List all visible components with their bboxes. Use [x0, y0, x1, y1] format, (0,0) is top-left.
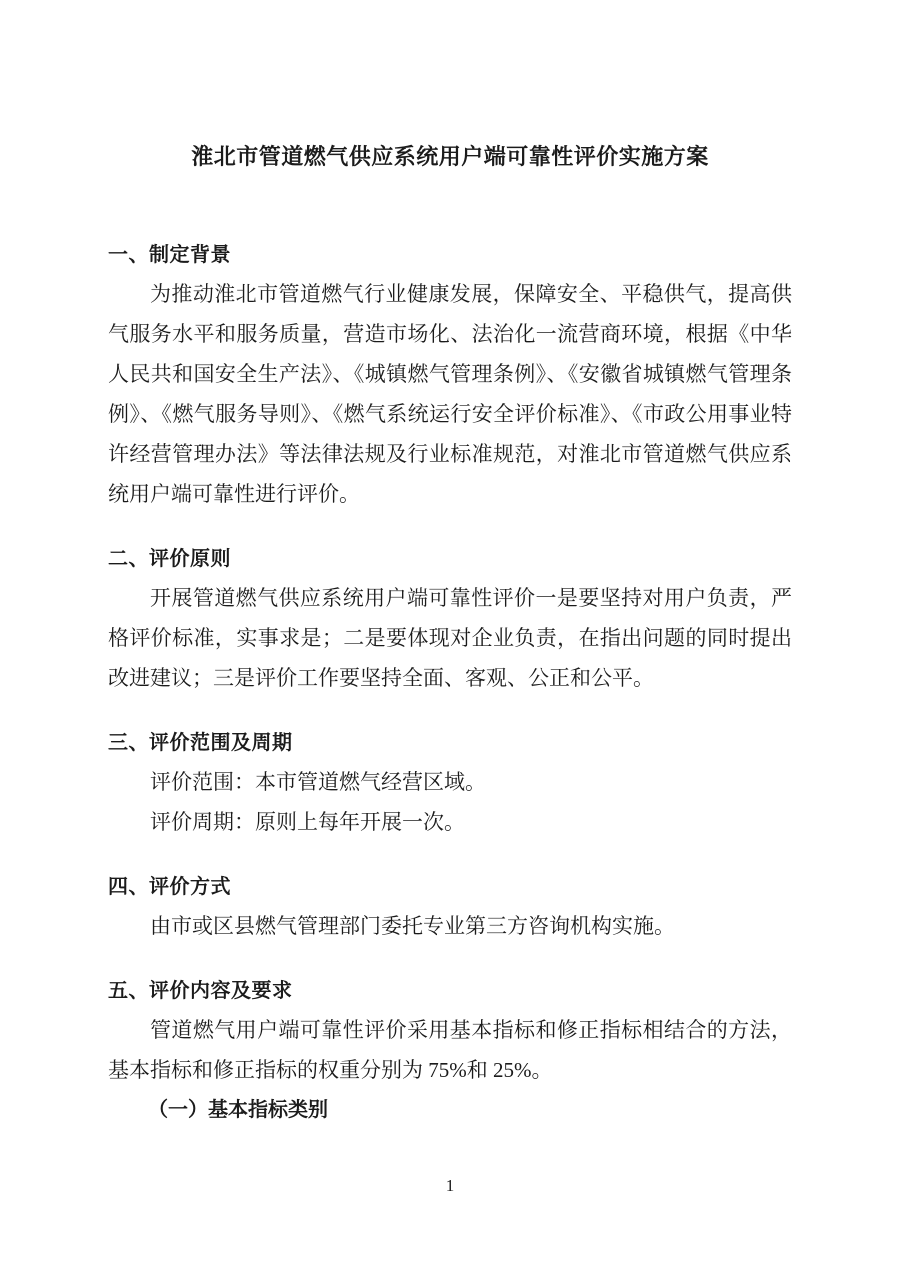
section-method-paragraph: 由市或区县燃气管理部门委托专业第三方咨询机构实施。	[150, 914, 675, 938]
section-background-paragraph: 为推动淮北市管道燃气行业健康发展，保障安全、平稳供气，提高供气服务水平和服务质量，营造市场化、法治化一流营商环境，根据《中华人民共和国安全生产法》、《城镇燃气管理条例》、《安徽省城镇燃气管理条例》、《燃气服务导则》、《燃气系统运行安全评价标准》、《市政公用事业特许经营管理办法》等法律法规及行业标准规范，对淮北市管道燃气供应系统用户端可靠性进行评价。	[108, 282, 792, 506]
section-content-requirements-heading: 五、评价内容及要求	[108, 980, 293, 1002]
section-scope-period	[108, 729, 792, 842]
section-method-heading: 四、评价方式	[108, 876, 231, 898]
section-method	[108, 873, 792, 946]
section-scope-period-heading: 三、评价范围及周期	[108, 732, 293, 754]
scope-line: 评价范围：本市管道燃气经营区域。	[150, 770, 486, 794]
section-principles-heading: 二、评价原则	[108, 548, 231, 570]
section-background	[108, 241, 792, 514]
section-content-requirements-paragraph: 管道燃气用户端可靠性评价采用基本指标和修正指标相结合的方法，基本指标和修正指标的权重分别为 75%和 25%。	[108, 1018, 792, 1082]
section-background-heading: 一、制定背景	[108, 244, 231, 266]
section-principles	[108, 545, 792, 698]
subsection-basic-indicator-categories-heading: （一）基本指标类别	[148, 1099, 328, 1121]
period-line: 评价周期：原则上每年开展一次。	[150, 810, 465, 834]
section-principles-paragraph: 开展管道燃气供应系统用户端可靠性评价一是要坚持对用户负责，严格评价标准，实事求是；二是要体现对企业负责，在指出问题的同时提出改进建议；三是评价工作要坚持全面、客观、公正和公平。	[108, 586, 792, 690]
section-content-requirements	[108, 977, 792, 1130]
document-title: 淮北市管道燃气供应系统用户端可靠性评价实施方案	[191, 144, 709, 169]
page-number: 1	[445, 1176, 455, 1195]
